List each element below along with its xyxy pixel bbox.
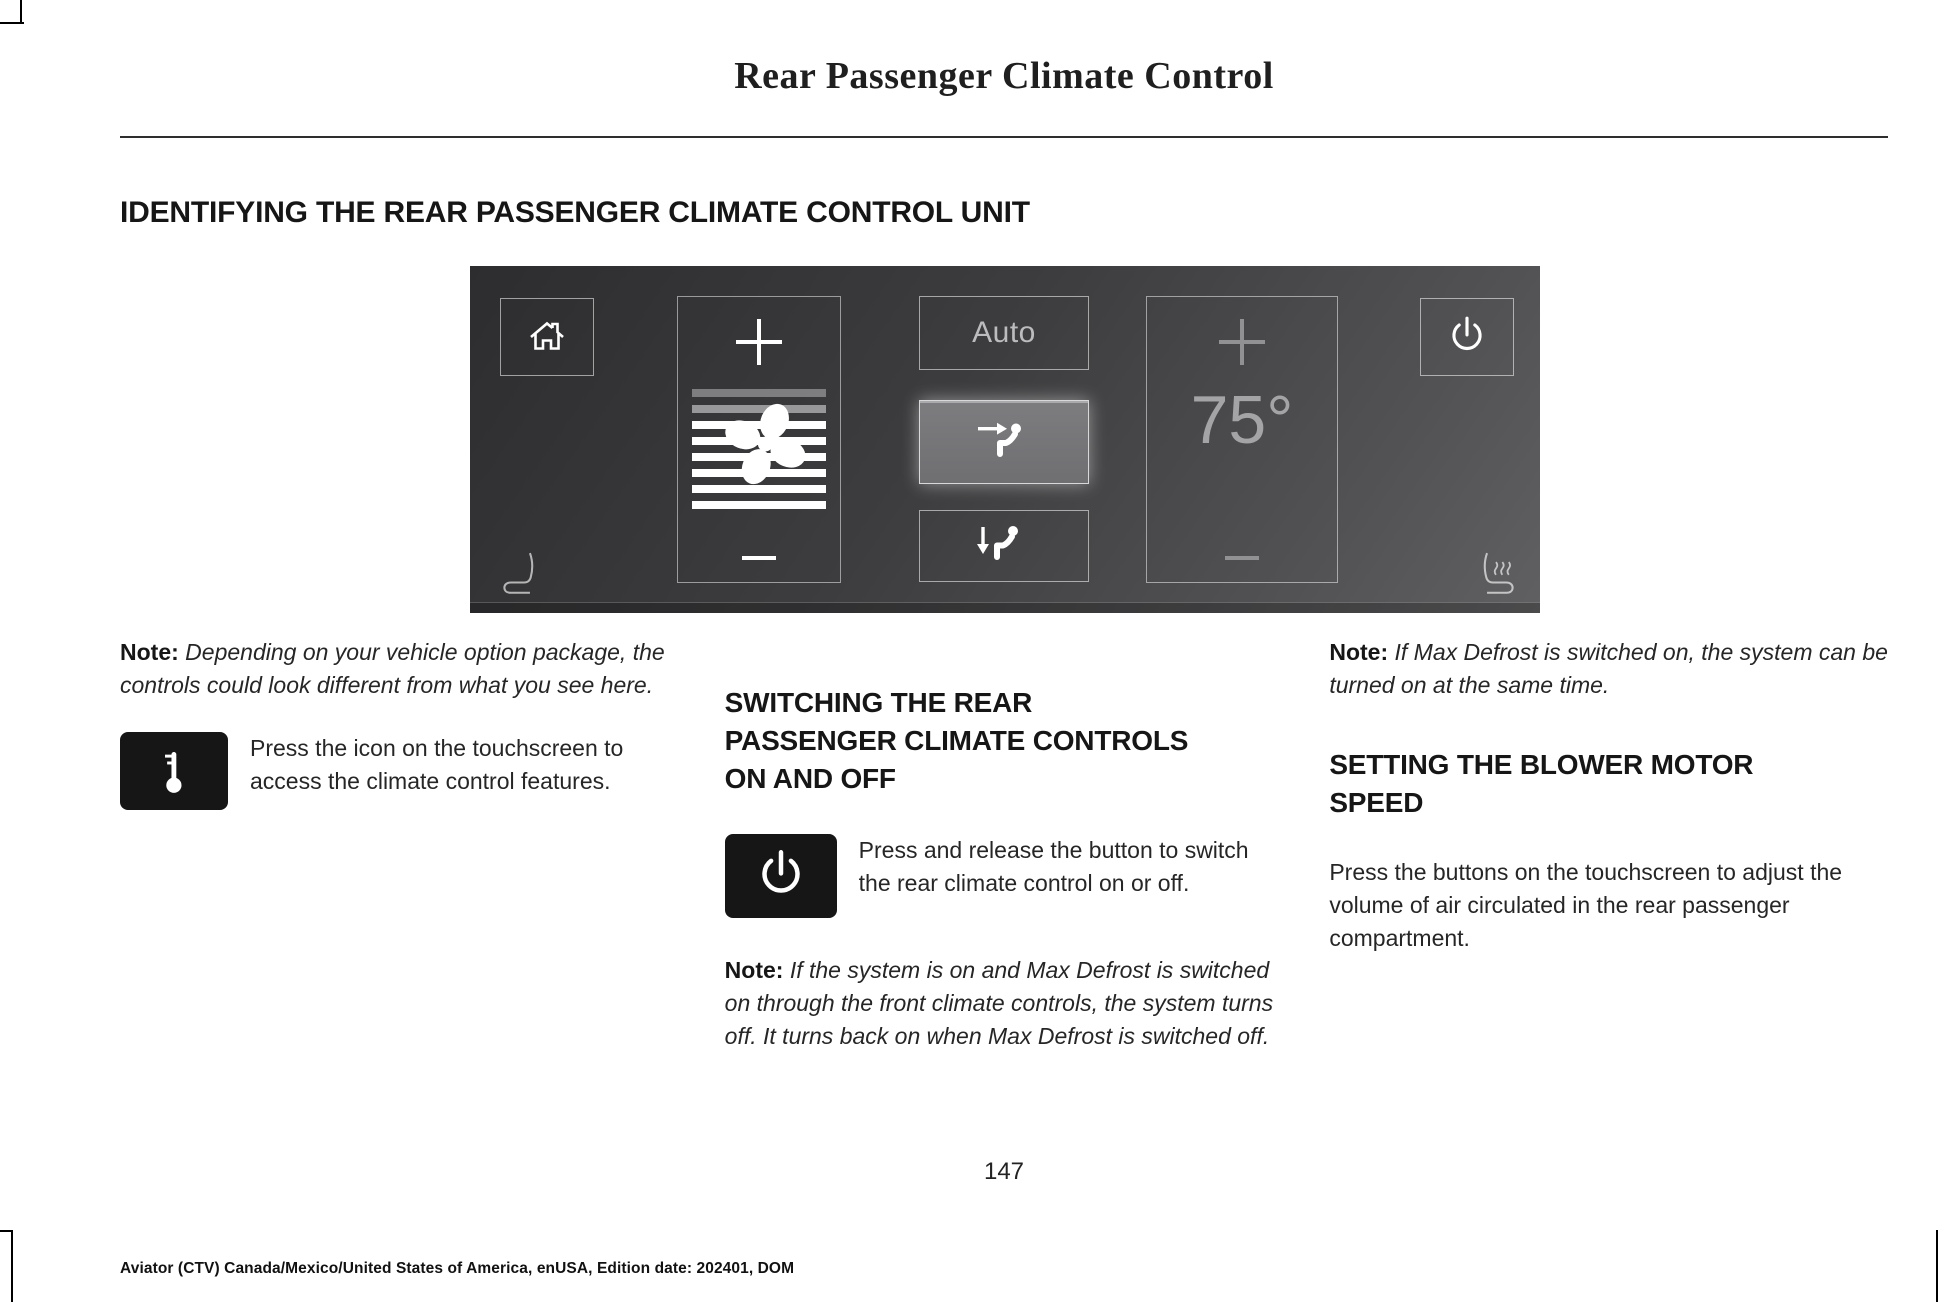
air-to-face-button (919, 400, 1089, 484)
power-instruction (725, 834, 1284, 918)
air-to-face-icon (972, 419, 1036, 465)
section-heading-identifying: IDENTIFYING THE REAR PASSENGER CLIMATE CONTROL UNIT (120, 196, 1030, 229)
crop-mark-top-left (20, 0, 22, 23)
section-heading-switching: SWITCHING THE REAR PASSENGER CLIMATE CONTROLS ON AND OFF (724, 687, 1189, 794)
home-button (500, 298, 594, 376)
thermometer-instruction (120, 732, 679, 810)
column-left (120, 636, 679, 1053)
note-max-defrost-off: Note: If the system is on and Max Defrost is switched on through the front climate controls, the system turns off. It turns back on when Max Defrost is switched off. (724, 957, 1274, 1049)
home-icon (525, 317, 569, 357)
air-to-floor-icon (972, 523, 1036, 569)
climate-menu-button (120, 732, 228, 810)
seat-icon (498, 548, 544, 594)
temperature-increase-icon (1219, 319, 1265, 365)
power-button (1420, 298, 1514, 376)
crop-mark-bottom-left (0, 1230, 13, 1232)
power-key (725, 834, 837, 918)
crop-mark-bottom-left (11, 1230, 13, 1302)
power-icon (752, 847, 810, 905)
fan-speed-control (677, 296, 841, 583)
fan-increase-icon (736, 319, 782, 365)
fan-decrease-icon (742, 556, 776, 560)
edition-footer: Aviator (CTV) Canada/Mexico/United States of America, enUSA, Edition date: 202401, DOM (120, 1260, 795, 1277)
climate-control-panel-illustration (470, 266, 1540, 613)
crop-mark-bottom-right (1936, 1230, 1938, 1302)
section-heading-blower: SETTING THE BLOWER MOTOR SPEED (1329, 749, 1754, 818)
power-icon (1444, 314, 1490, 360)
note-vehicle-option: Note: Depending on your vehicle option package, the controls could look different from what you see here. (120, 639, 665, 698)
air-to-floor-button (919, 510, 1089, 582)
blower-body-text: Press the buttons on the touchscreen to adjust the volume of air circulated in the rear passenger compartment. (1329, 859, 1843, 951)
chapter-title: Rear Passenger Climate Control (734, 55, 1274, 97)
crop-mark-top-left (0, 22, 24, 24)
title-divider (120, 136, 1888, 138)
temperature-readout: 75° (1190, 382, 1294, 458)
fan-icon (712, 391, 818, 497)
temperature-decrease-icon (1225, 556, 1259, 560)
thermometer-icon (155, 743, 193, 799)
column-right (1329, 636, 1888, 1053)
heated-seat-icon (1472, 548, 1520, 594)
power-instruction-text: Press and release the button to switch the rear climate control on or off. (858, 837, 1249, 896)
auto-button (919, 296, 1089, 370)
note-max-defrost-on: Note: If Max Defrost is switched on, the system can be turned on at the same time. (1329, 639, 1888, 698)
thermometer-instruction-text: Press the icon on the touchscreen to access the climate control features. (250, 735, 624, 794)
auto-label: Auto (972, 316, 1036, 349)
column-middle (725, 636, 1284, 1053)
page-number: 147 (983, 1158, 1025, 1185)
temperature-control (1146, 296, 1338, 583)
